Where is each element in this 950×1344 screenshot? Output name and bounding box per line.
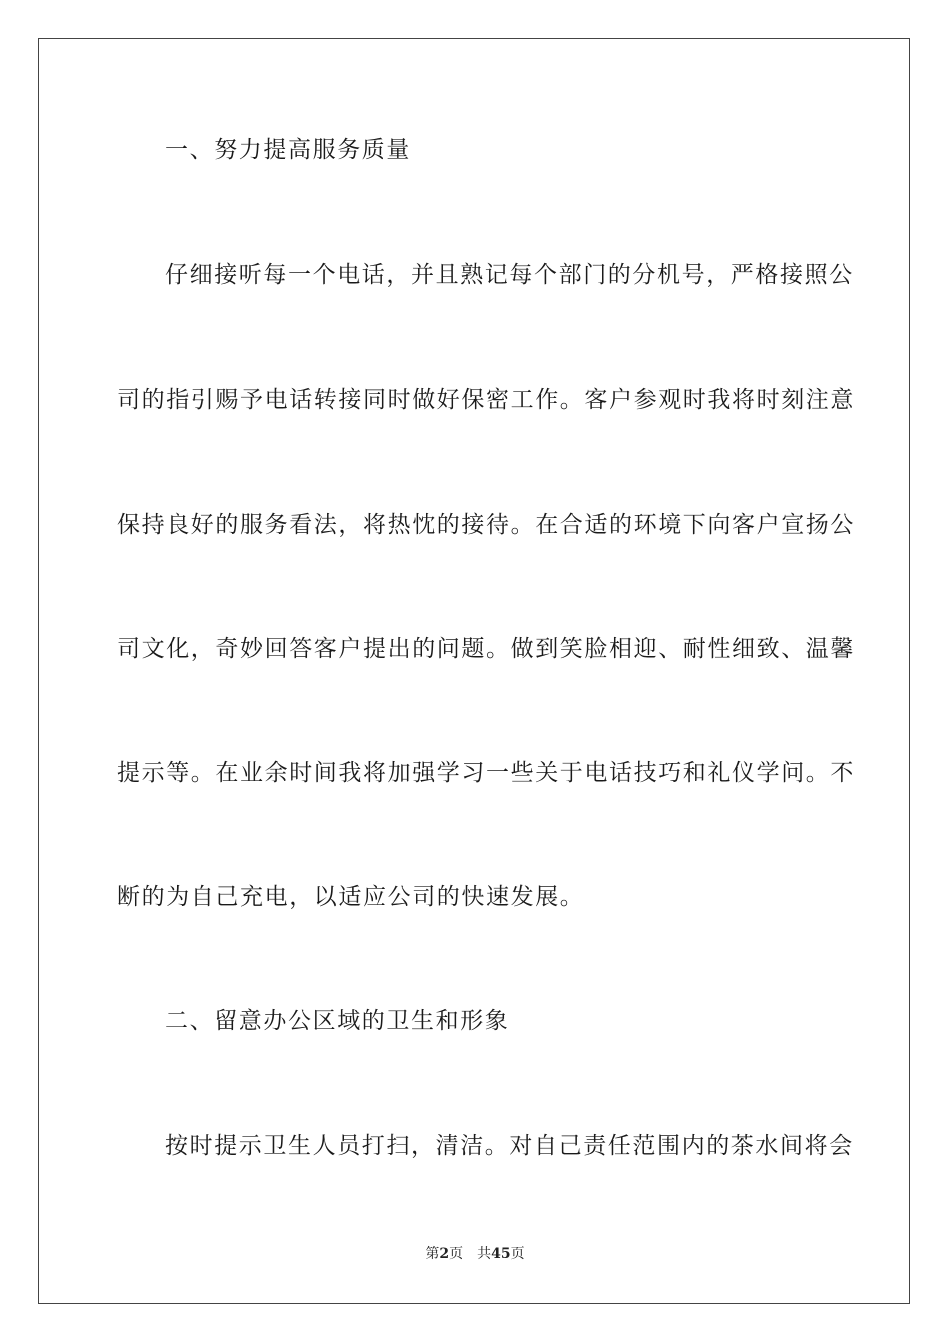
total-prefix: 共: [477, 1246, 492, 1262]
page-prefix: 第: [425, 1246, 440, 1262]
paragraph-line: 断的为自己充电，以适应公司的快速发展。: [117, 884, 585, 910]
page-current: 2: [439, 1246, 450, 1262]
paragraph-line: 提示等。在业余时间我将加强学习一些关于电话技巧和礼仪学问。不: [117, 760, 855, 786]
paragraph-line: 司文化，奇妙回答客户提出的问题。做到笑脸相迎、耐性细致、温馨: [117, 636, 855, 662]
paragraph-line: 保持良好的服务看法，将热忱的接待。在合适的环境下向客户宣扬公: [117, 512, 855, 538]
page-total: 45: [491, 1246, 511, 1262]
paragraph-line: 按时提示卫生人员打扫，清洁。对自己责任范围内的茶水间将会: [165, 1133, 854, 1159]
section-heading-2: 二、留意办公区域的卫生和形象: [165, 1008, 510, 1034]
page-footer: [0, 1243, 950, 1263]
section-heading-1: 一、努力提高服务质量: [165, 137, 411, 163]
total-suffix: 页: [510, 1246, 525, 1262]
page-frame: [38, 38, 910, 1304]
paragraph-line: 仔细接听每一个电话，并且熟记每个部门的分机号，严格接照公: [165, 262, 854, 288]
page-suffix: 页: [449, 1246, 464, 1262]
paragraph-line: 司的指引赐予电话转接同时做好保密工作。客户参观时我将时刻注意: [117, 387, 855, 413]
